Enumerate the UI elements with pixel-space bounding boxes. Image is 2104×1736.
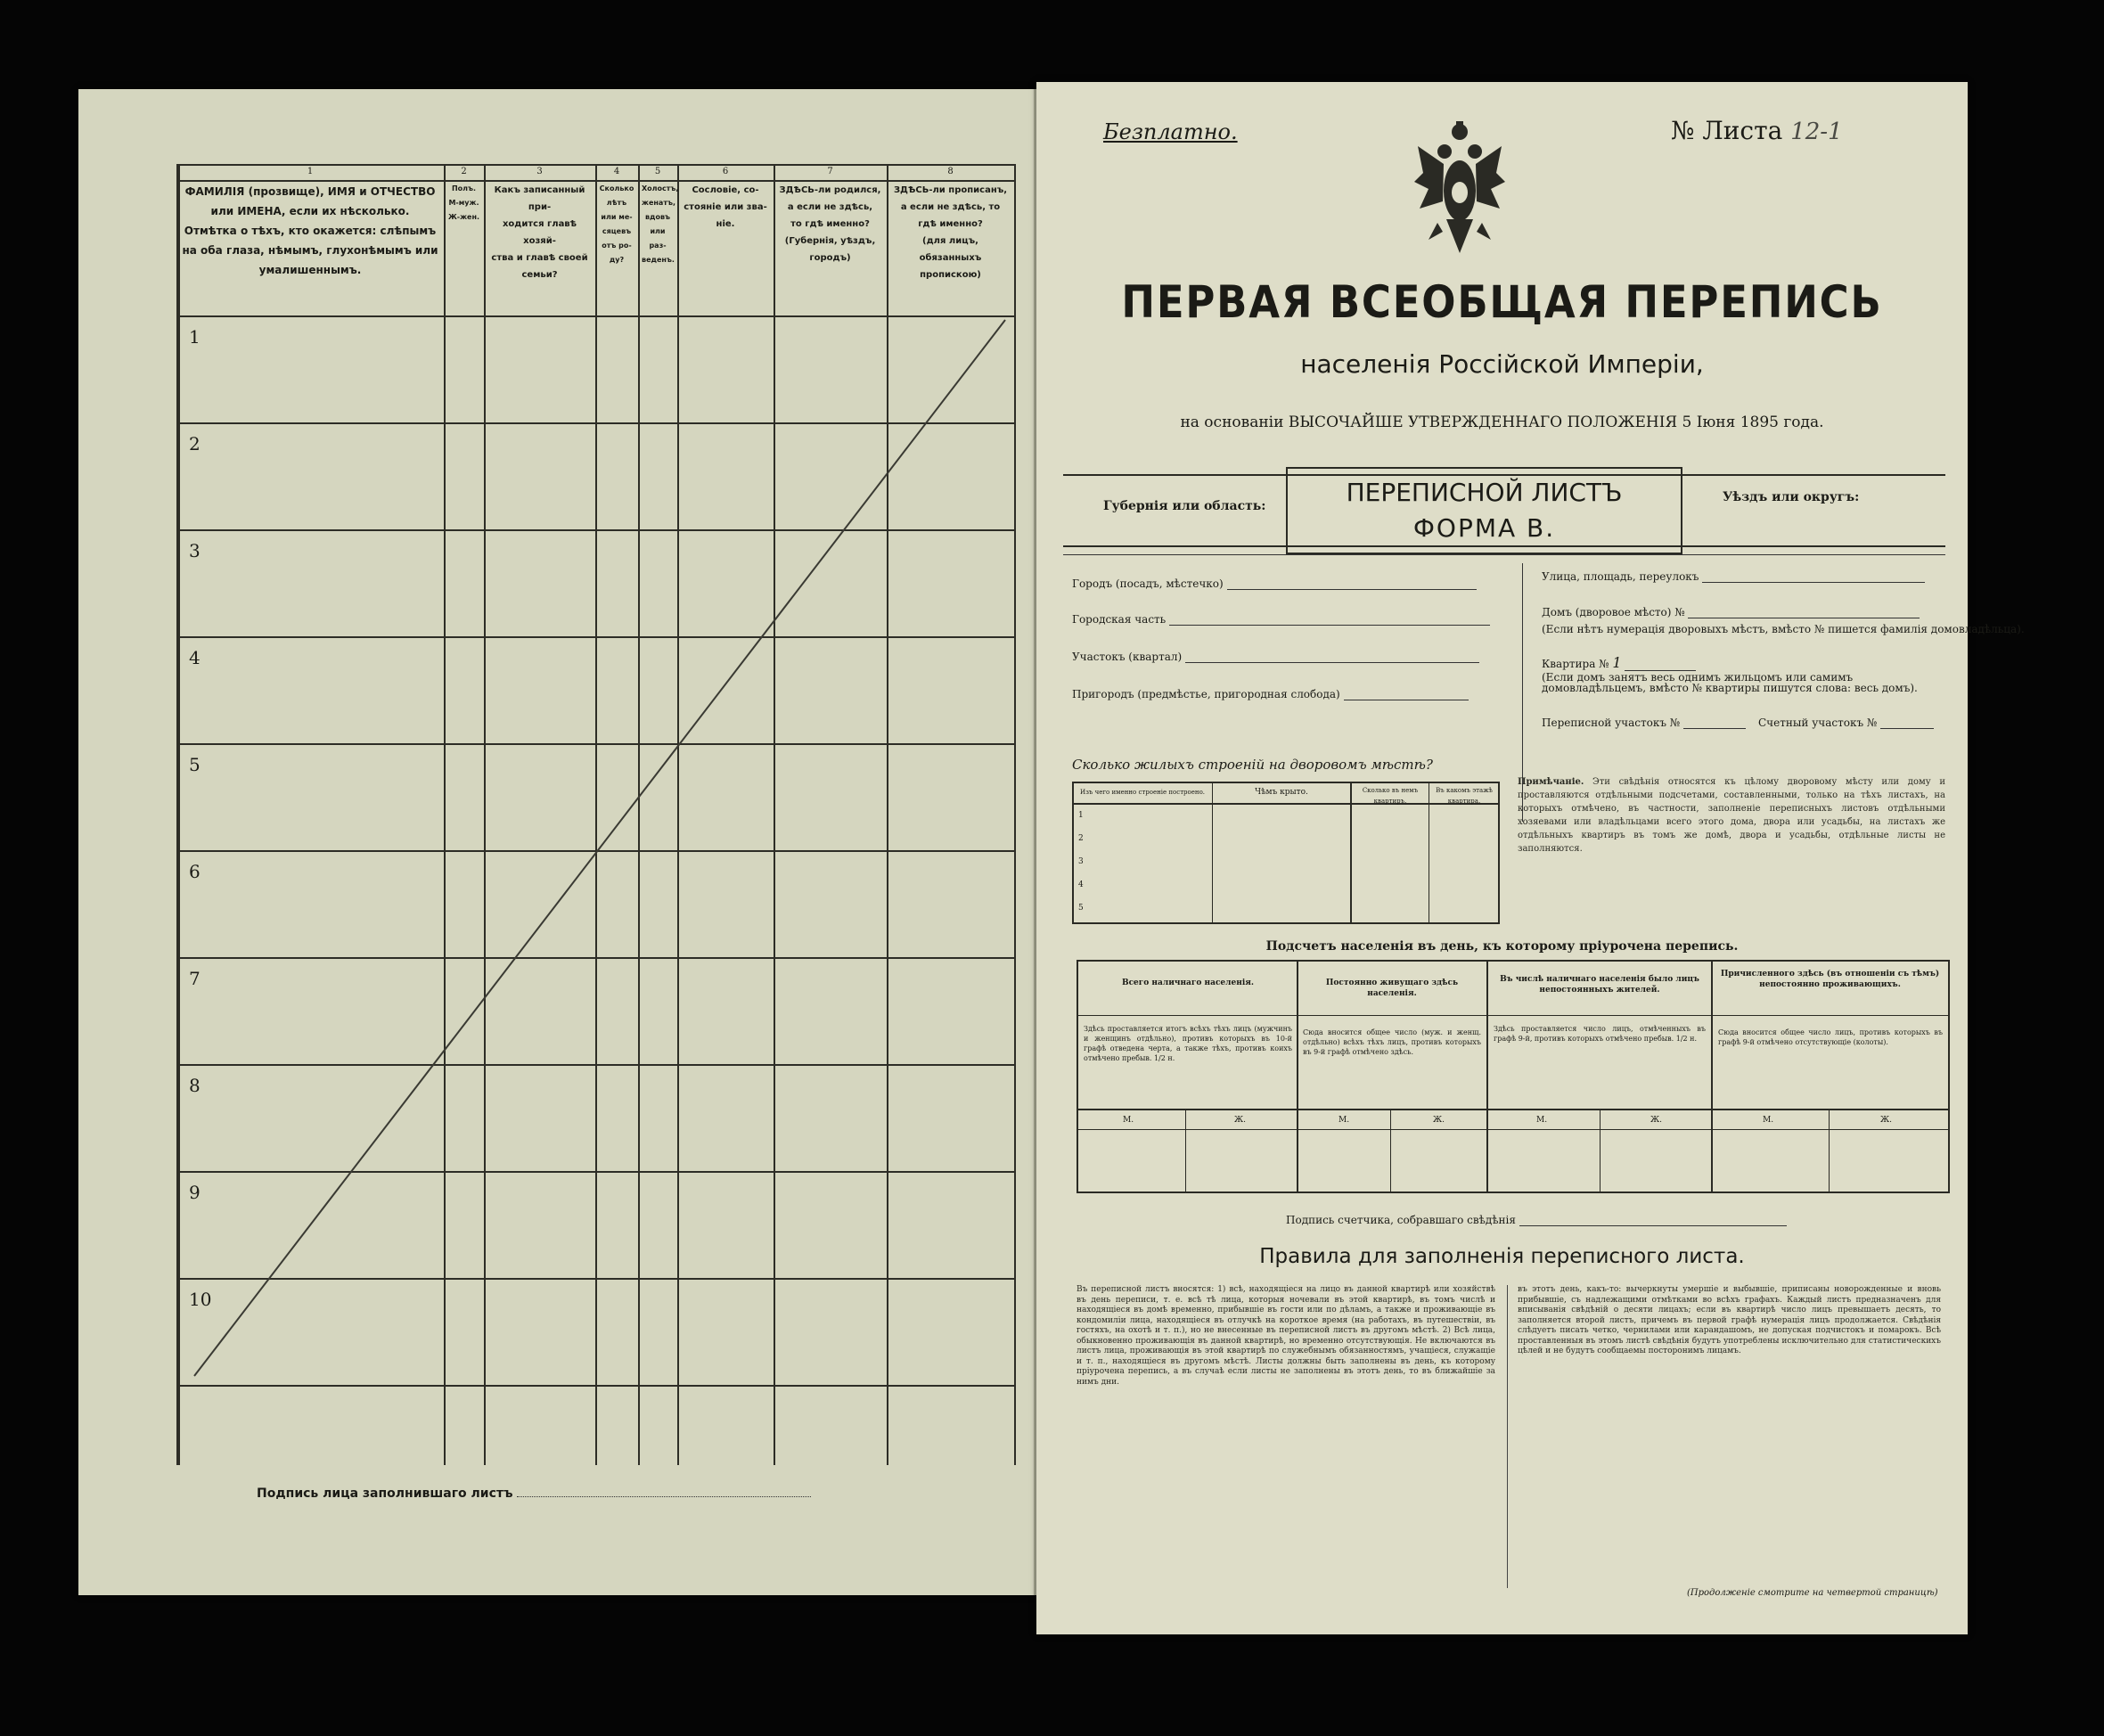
document-subtitle: населенія Россійской Имперіи, <box>1300 349 1704 379</box>
rules-title: Правила для заполненія переписного листа. <box>1259 1245 1745 1268</box>
city-field: Городъ (посадъ, мѣстечко) <box>1072 577 1477 590</box>
row-number: 8 <box>189 1075 201 1096</box>
row-number: 6 <box>189 861 201 882</box>
column-header: Холостъ, женатъ, вдовъ или раз- веденъ. <box>642 184 679 264</box>
house-field: Домъ (дворовое мѣсто) № <box>1542 606 1920 618</box>
column-header: ЗДѢСЬ-ли родился, а если не здѣсь, то гдѣ именно? (Губернія, уѣздъ, городъ) <box>779 185 881 263</box>
double-headed-eagle-icon <box>1411 119 1509 262</box>
free-label: Безплатно. <box>1103 119 1238 144</box>
sheet-number-label: № Листа <box>1671 116 1783 145</box>
column-number: 8 <box>947 167 954 176</box>
column-number: 4 <box>613 167 620 176</box>
continuation-note: (Продолженіе смотрите на четвертой страницѣ) <box>1687 1588 1938 1598</box>
right-page <box>1036 82 2025 1634</box>
column-number: 5 <box>654 167 661 176</box>
document-title: ПЕРВАЯ ВСЕОБЩАЯ ПЕРЕПИСЬ <box>1121 276 1883 328</box>
form-title: ФОРМА В. <box>1412 513 1556 543</box>
grid-column-line <box>1014 164 1016 1465</box>
left-page <box>78 89 1045 1595</box>
row-number: 7 <box>189 968 201 989</box>
province-label: Губернія или область: <box>1103 499 1266 513</box>
cancel-diagonal-line <box>176 164 1014 1465</box>
row-number: 10 <box>189 1289 212 1310</box>
buildings-question: Сколько жилыхъ строеній на дворовомъ мѣстѣ? <box>1072 757 1433 773</box>
row-number: 5 <box>189 754 201 775</box>
census-section-field: Переписной участокъ № <box>1542 717 1746 729</box>
signature-field <box>257 1486 811 1501</box>
district-part-field: Участокъ (квартал) <box>1072 651 1479 663</box>
population-count-table: Всего наличнаго населенія. Постоянно живущаго здѣсь населенія. Въ числѣ наличнаго населенія было лицъ непостоянныхъ жителей. Причисленного здѣсь (въ отношеніи съ тѣмъ) непостоянно проживающихъ. Здѣсь проставляется итогъ всѣхъ тѣхъ лицъ (мужчинъ и женщинъ отдѣльно), противъ которыхъ въ 10-й графѣ отведена черта, а также тѣхъ, противъ коихъ отмѣчено пребыв. 1/2 н. Сюда вносится общее число (муж. и женщ. отдѣльно) всѣхъ тѣхъ лицъ, противъ которыхъ въ 9-й графѣ отмѣчено здѣсь. Здѣсь проставляется число лицъ, отмѣченныхъ въ графѣ 9-й, противъ которыхъ отмѣчено пребыв. 1/2 н. Сюда вносится общее число лицъ, противъ которыхъ въ графѣ 9-й отмѣчено отсутствующіе (колоты). М. Ж. М. Ж. М. Ж. М. Ж. <box>1077 960 1950 1193</box>
house-note: (Если нѣтъ нумерація дворовыхъ мѣстъ, вмѣсто № пишется фамилія домовладѣльца). <box>1542 623 2025 635</box>
note-label: Примѣчаніе. <box>1518 777 1584 787</box>
buildings-table: Изъ чего именно строеніе построено. Чѣмъ крыто. Сколько въ немъ квартиръ. Въ какомъ этажѣ квартира. 1 2 3 4 5 <box>1072 782 1500 924</box>
note-text: Эти свѣдѣнія относятся къ цѣлому дворовому мѣсту или дому и проставляются отдѣльными подсчетами, составленными, только на тѣхъ листахъ, на которыхъ отмѣчено, въ частности, заполненіе переписныхъ листовъ отдѣльными хозяевами или владѣльцами всего этого дома, двора или усадьбы, на листахъ же отдѣльныхъ квартиръ въ томъ же домѣ, двора и усадьбы, отдѣльные листы не заполняются. <box>1518 777 1945 854</box>
count-title: Подсчетъ населенія въ день, къ которому пріурочена перепись. <box>1265 939 1739 954</box>
counting-section-field: Счетный участокъ № <box>1758 717 1934 729</box>
apartment-note: (Если домъ занятъ весь однимъ жильцомъ или самимъ домовладѣльцемъ, вмѣсто № квартиры пишутся слова: весь домъ). <box>1542 671 1918 694</box>
census-table <box>176 164 1014 1465</box>
district-label: Уѣздъ или округъ: <box>1723 490 1860 504</box>
signature-label: Подпись лица заполнившаго листъ <box>257 1486 513 1501</box>
form-title-box <box>1286 467 1682 554</box>
row-number: 2 <box>189 433 201 454</box>
column-header: ЗДѢСЬ-ли прописанъ, а если не здѣсь, то гдѣ именно? (для лицъ, обязанныхъ пропискою) <box>893 185 1008 280</box>
enumerator-signature: Подпись счетчика, собравшаго свѣдѣнія <box>1286 1214 1787 1226</box>
rules-column-left: Въ переписной листъ вносятся: 1) всѣ, находящіеся на лицо въ данной квартирѣ или хозяйствѣ въ день переписи, т. е. всѣ тѣ лица, которыя ночевали въ этой квартирѣ, въ томъ числѣ и находящіеся въ домѣ временно, прибывшіе въ гости или по дѣламъ, а также и проживающіе въ кондомиліи лица, находящіеся въ отлучкѣ на короткое время (на работахъ, въ путешествіи, въ гостяхъ, на охотѣ и т. п.), но не внесенные въ переписной листъ въ другомъ мѣстѣ. 2) Всѣ лица, обыкновенно проживающія въ данной квартирѣ, но временно отсутствующія. Не включаются въ листъ лица, проживающія въ этой квартирѣ по служебнымъ обязанностямъ, учащіеся, служащіе и т. п., находящіеся въ другомъ мѣстѣ. Листы должны быть заполнены въ день, къ которому пріурочена перепись, а въ случаѣ если листы не заполнены въ этотъ день, то въ ближайшіе за нимъ дни. <box>1077 1285 1495 1387</box>
row-number: 9 <box>189 1182 201 1203</box>
row-number: 3 <box>189 540 201 561</box>
column-number: 6 <box>722 167 729 176</box>
suburb-field: Пригородъ (предмѣстье, пригородная слобода) <box>1072 688 1469 700</box>
column-header: Сколько лѣтъ или ме- сяцевъ отъ ро- ду? <box>599 184 634 264</box>
column-header: Сословіе, со- стояніе или зва- ніе. <box>684 185 767 229</box>
column-header: Какъ записанный при- ходится главѣ хозяй- ства и главѣ своей семьи? <box>491 185 588 280</box>
sheet-number-value: 12-1 <box>1790 119 1843 145</box>
column-number: 1 <box>307 167 314 176</box>
apartment-field: Квартира № 1 <box>1542 654 1696 671</box>
street-field: Улица, площадь, переулокъ <box>1542 570 1925 583</box>
city-part-field: Городская часть <box>1072 613 1490 626</box>
sheet-number <box>1671 116 1843 145</box>
sheet-title: ПЕРЕПИСНОЙ ЛИСТЪ <box>1346 478 1623 507</box>
decree-basis: на основаніи ВЫСОЧАЙШЕ УТВЕРЖДЕННАГО ПОЛОЖЕНІЯ 5 Іюня 1895 года. <box>1180 414 1824 431</box>
column-number: 3 <box>536 167 543 176</box>
row-number: 1 <box>189 326 201 348</box>
rules-column-right: въ этотъ день, какъ-то: вычеркнуты умершіе и выбывшіе, приписаны новорожденные и вновь прибывшіе, съ надлежащими отмѣтками во всѣхъ графахъ. Каждый листъ предназначенъ для вписыванія свѣдѣній о десяти лицахъ; если въ квартирѣ число лицъ превышаетъ десять, то заполняется второй листъ, причемъ въ первой графѣ нумерація лицъ продолжается. Свѣдѣнія слѣдуетъ писать четко, чернилами или карандашомъ, не допуская подчистокъ и помарокъ. Всѣ проставленныя въ этомъ листѣ свѣдѣнія будутъ употреблены исключительно для статистическихъ цѣлей и не будутъ сообщаемы посторонимъ лицамъ. <box>1518 1285 1941 1355</box>
apartment-number: 1 <box>1612 654 1622 671</box>
column-header: Полъ. М-муж. Ж-жен. <box>447 184 480 221</box>
buildings-note <box>1518 775 1945 856</box>
column-number: 7 <box>827 167 833 176</box>
column-number: 2 <box>461 167 467 176</box>
row-number: 4 <box>189 647 201 668</box>
column-header: ФАМИЛІЯ (прозвище), ИМЯ и ОТЧЕСТВО или ИМЕНА, если их нѣсколько. Отмѣтка о тѣхъ, кто окажется: слѣпымъ на оба глаза, нѣмымъ, глухонѣмымъ или умалишеннымъ. <box>182 185 438 276</box>
